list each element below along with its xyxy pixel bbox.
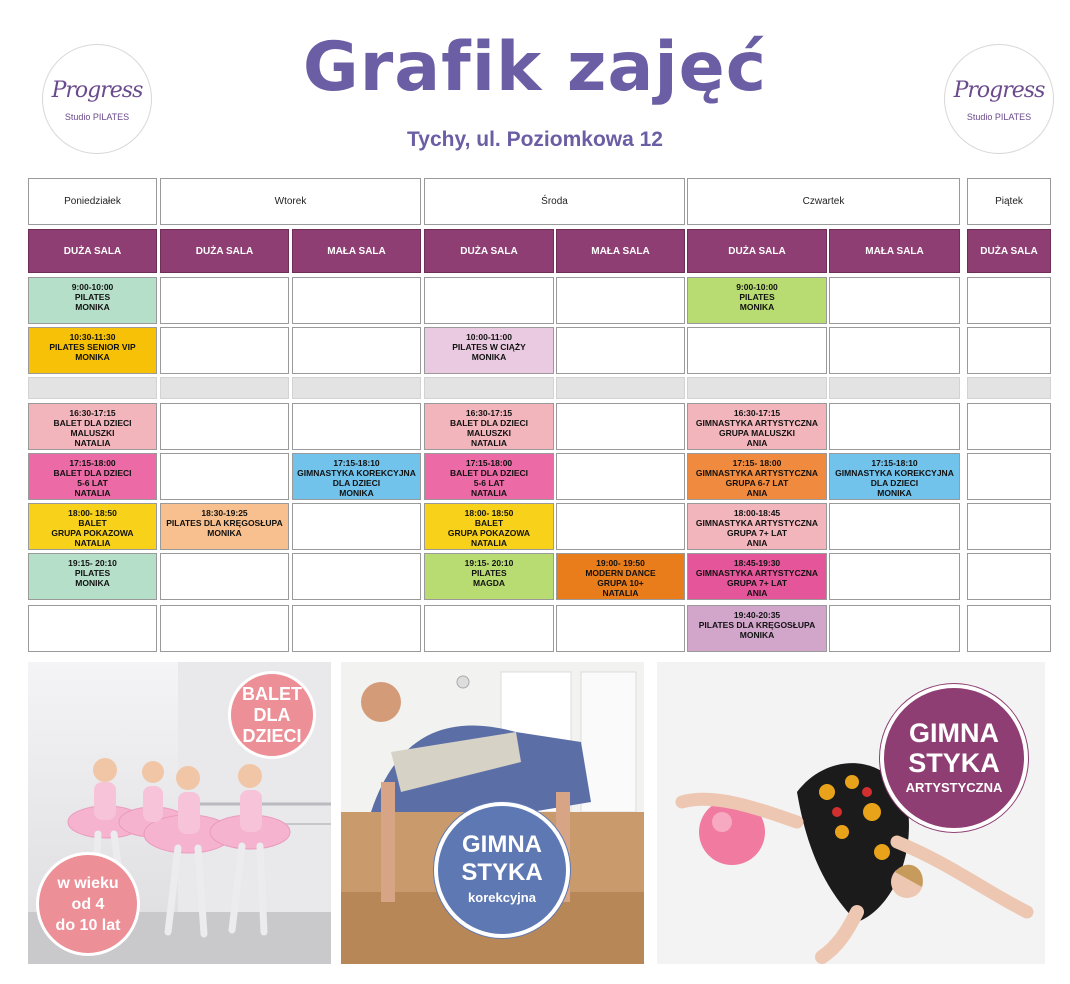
class-time: 16:30-17:15 [733,408,781,418]
empty-slot [967,277,1051,324]
class-slot [28,453,157,500]
class-info: PILATES [74,292,111,302]
corrective-badge-line: korekcyjna [468,890,536,905]
empty-slot [967,605,1051,652]
class-time: 10:30-11:30 [69,332,116,342]
empty-slot [829,403,960,450]
class-info: PILATES DLA KRĘGOSŁUPA [698,620,816,630]
class-slot [424,503,554,550]
ballet-badge-line: BALET [242,683,302,704]
class-info: MONIKA [207,528,242,538]
empty-slot [556,605,685,652]
class-info: GRUPA 10+ [597,578,644,588]
empty-slot [556,277,685,324]
corrective-badge-line: STYKA [461,859,543,886]
class-info: NATALIA [74,488,111,498]
empty-slot [967,403,1051,450]
page-title: Grafik zajęć [302,28,768,107]
class-info: MONIKA [877,488,912,498]
empty-slot [967,553,1051,600]
class-time: 19:15- 20:10 [464,558,514,568]
class-info: GIMNASTYKA KOREKCYJNA [297,468,416,478]
empty-slot [424,605,554,652]
class-info: ANIA [746,538,768,548]
class-slot [687,503,827,550]
day-header: Poniedziałek [28,178,157,225]
class-slot [687,453,827,500]
class-info: GIMNASTYKA ARTYSTYCZNA [695,518,819,528]
class-slot [687,403,827,450]
class-info: BALET DLA DZIECI [449,468,529,478]
class-time: 17:15-18:00 [69,458,116,468]
class-info: MONIKA [739,302,775,312]
class-slot [424,327,554,374]
class-info: PILATES [471,568,507,578]
class-time: 16:30-17:15 [69,408,116,418]
class-time: 18:45-19:30 [733,558,781,568]
logo-word: Progress [953,78,1045,103]
class-slot [687,277,827,324]
class-info: GIMNASTYKA KOREKCYJNA [835,468,954,478]
empty-slot [556,453,685,500]
empty-slot [829,277,960,324]
empty-slot [160,327,289,374]
ballet-age-line: w wieku [57,874,119,892]
empty-slot [556,327,685,374]
class-slot [424,553,554,600]
empty-slot [292,553,421,600]
class-info: MONIKA [339,488,374,498]
class-slot [556,553,685,600]
class-time: 18:00- 18:50 [464,508,514,518]
break-row-cell [160,377,289,399]
corrective-badge [434,802,570,938]
day-header: Wtorek [160,178,421,225]
class-slot [687,605,827,652]
class-info: 5-6 LAT [473,478,505,488]
room-header: DUŻA SALA [424,229,554,273]
empty-slot [967,453,1051,500]
class-info: MODERN DANCE [585,568,656,578]
room-header: MAŁA SALA [556,229,685,273]
class-info: NATALIA [74,538,111,548]
class-info: PILATES [739,292,775,302]
class-info: GRUPA 7+ LAT [726,578,788,588]
class-time: 17:15-18:10 [333,458,380,468]
class-slot [28,403,157,450]
ballet-age-line: od 4 [71,895,105,913]
class-info: GRUPA POKAZOWA [447,528,531,538]
class-time: 17:15-18:10 [871,458,918,468]
class-info: GIMNASTYKA ARTYSTYCZNA [695,418,819,428]
break-row-cell [687,377,827,399]
class-slot [28,553,157,600]
empty-slot [829,503,960,550]
empty-slot [424,277,554,324]
room-header: DUŻA SALA [160,229,289,273]
class-info: GRUPA 7+ LAT [726,528,788,538]
class-info: NATALIA [470,438,508,448]
break-row-cell [424,377,554,399]
empty-slot [292,327,421,374]
empty-slot [556,503,685,550]
class-info: BALET DLA DZIECI [449,418,529,428]
ballet-badge [228,671,316,759]
class-time: 10:00-11:00 [466,332,512,342]
artistic-badge [880,684,1028,832]
empty-slot [292,403,421,450]
empty-slot [160,277,289,324]
room-header: DUŻA SALA [967,229,1051,273]
class-info: GRUPA MALUSZKI [718,428,796,438]
empty-slot [160,605,289,652]
class-time: 19:15- 20:10 [68,558,117,568]
class-time: 19:00- 19:50 [596,558,645,568]
class-time: 9:00-10:00 [736,282,778,292]
logo-word: Progress [51,78,143,103]
class-info: NATALIA [602,588,639,598]
class-time: 16:30-17:15 [465,408,513,418]
empty-slot [829,605,960,652]
ballet-badge-line: DLA [253,704,291,725]
class-slot [424,453,554,500]
class-info: PILATES DLA KRĘGOSŁUPA [166,518,283,528]
class-info: NATALIA [470,488,508,498]
class-info: MONIKA [75,302,110,312]
class-info: NATALIA [74,438,111,448]
class-info: BALET [474,518,504,528]
day-header: Czwartek [687,178,960,225]
class-info: NATALIA [470,538,508,548]
class-slot [829,453,960,500]
class-info: GIMNASTYKA ARTYSTYCZNA [695,568,819,578]
empty-slot [292,605,421,652]
room-header: DUŻA SALA [28,229,157,273]
class-info: PILATES W CIĄŻY [452,342,526,352]
class-slot [292,453,421,500]
empty-slot [160,403,289,450]
class-time: 19:40-20:35 [733,610,781,620]
empty-slot [556,403,685,450]
class-time: 17:15-18:00 [465,458,513,468]
class-slot [28,277,157,324]
room-header: MAŁA SALA [292,229,421,273]
artistic-badge-line: STYKA [908,748,1000,778]
logo-sub: Studio PILATES [64,112,130,122]
class-time: 17:15- 18:00 [732,458,782,468]
empty-slot [687,327,827,374]
room-header: DUŻA SALA [687,229,827,273]
break-row-cell [28,377,157,399]
class-info: ANIA [746,488,768,498]
class-info: PILATES SENIOR VIP [49,342,136,352]
artistic-badge-line: ARTYSTYCZNA [905,780,1003,795]
empty-slot [967,503,1051,550]
empty-slot [829,553,960,600]
ballet-badge-line: DZIECI [242,725,302,746]
class-info: GRUPA 6-7 LAT [725,478,789,488]
ballet-age-badge [36,852,140,956]
class-time: 18:00-18:45 [733,508,781,518]
break-row-cell [967,377,1051,399]
artistic-badge-line: GIMNA [909,718,999,748]
break-row-cell [292,377,421,399]
day-header: Piątek [967,178,1051,225]
empty-slot [160,553,289,600]
break-row-cell [556,377,685,399]
class-info: DLA DZIECI [870,478,919,488]
class-slot [28,327,157,374]
empty-slot [829,327,960,374]
break-row-cell [829,377,960,399]
empty-slot [967,327,1051,374]
class-info: MALUSZKI [70,428,115,438]
class-slot [28,503,157,550]
class-info: ANIA [746,438,768,448]
corrective-badge-line: GIMNA [462,831,542,858]
class-info: DLA DZIECI [332,478,381,488]
empty-slot [160,453,289,500]
page-subtitle: Tychy, ul. Poziomkowa 12 [407,128,663,151]
ballet-age-line: do 10 lat [55,916,121,934]
class-slot [424,403,554,450]
class-info: MONIKA [739,630,775,640]
class-info: 5-6 LAT [77,478,108,488]
room-header: MAŁA SALA [829,229,960,273]
class-info: GIMNASTYKA ARTYSTYCZNA [695,468,819,478]
class-time: 18:00- 18:50 [68,508,117,518]
empty-slot [292,503,421,550]
class-info: GRUPA POKAZOWA [51,528,134,538]
class-info: MAGDA [472,578,506,588]
class-info: BALET DLA DZIECI [53,468,132,478]
class-info: BALET [78,518,107,528]
empty-slot [292,277,421,324]
class-info: MONIKA [471,352,507,362]
logo-sub: Studio PILATES [966,112,1032,122]
empty-slot [28,605,157,652]
class-info: MONIKA [75,578,110,588]
class-info: BALET DLA DZIECI [53,418,132,428]
class-info: MONIKA [75,352,110,362]
class-slot [687,553,827,600]
class-info: MALUSZKI [467,428,511,438]
class-time: 9:00-10:00 [71,282,114,292]
class-info: ANIA [746,588,768,598]
day-header: Środa [424,178,685,225]
class-info: PILATES [74,568,111,578]
class-time: 18:30-19:25 [201,508,248,518]
class-slot [160,503,289,550]
